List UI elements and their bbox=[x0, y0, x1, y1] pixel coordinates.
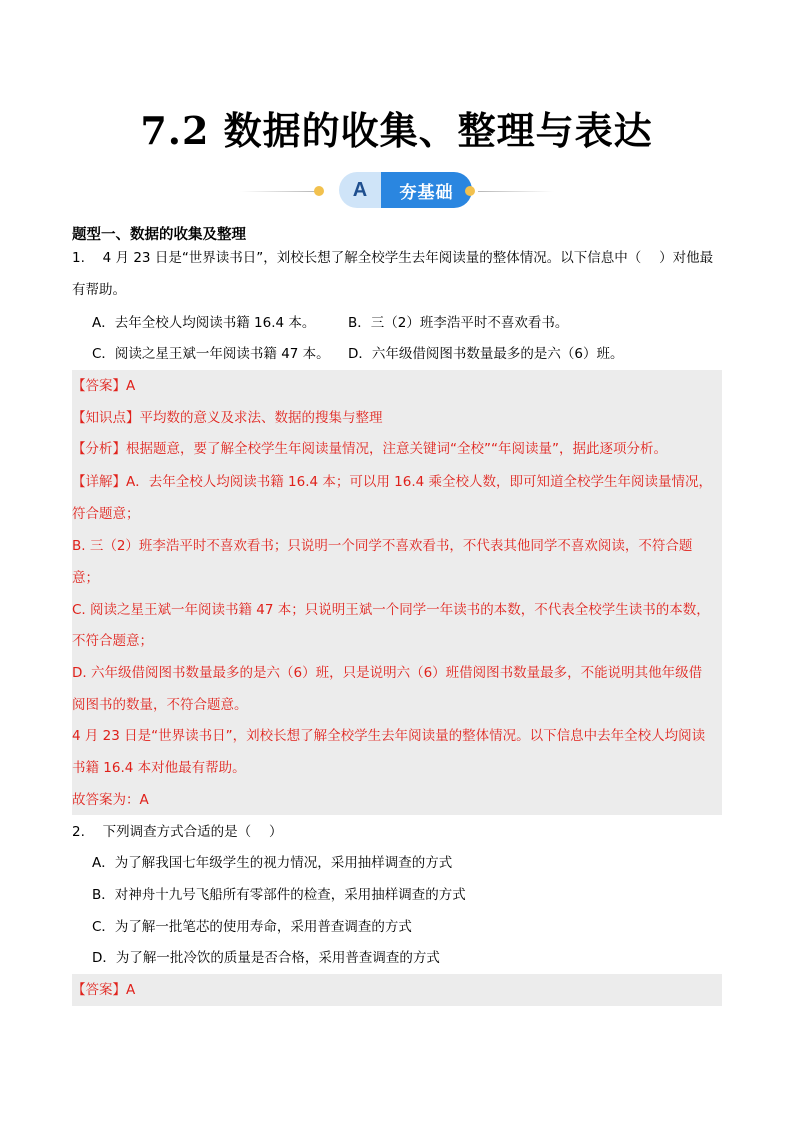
page-title: 7.2 数据的收集、整理与表达 bbox=[140, 108, 653, 153]
detail-tag: 【详解】 bbox=[72, 474, 126, 490]
question-2-option-d: D．为了解一批冷饮的质量是否合格，采用普查调查的方式 bbox=[92, 950, 440, 966]
summary-cont: 书籍 16.4 本对他最有帮助。 bbox=[72, 760, 246, 776]
detail-b-cont: 意； bbox=[72, 570, 99, 586]
question-1-stem: 1. 4 月 23 日是“世界读书日”，刘校长想了解全校学生去年阅读量的整体情况。以下信息中（ ）对他最 bbox=[72, 250, 714, 266]
question-2-stem: 2. 下列调查方式合适的是（ ） bbox=[72, 824, 283, 840]
answer-tag: 【答案】 bbox=[72, 378, 126, 394]
answer-1 bbox=[72, 376, 135, 396]
dot-icon bbox=[465, 186, 475, 196]
analysis-text: 根据题意，要了解全校学生年阅读量情况，注意关键词“全校”“年阅读量”，据此逐项分析。 bbox=[126, 441, 667, 457]
divider-left bbox=[240, 191, 316, 192]
answer-value: A bbox=[126, 378, 136, 394]
answer-tag: 【答案】 bbox=[72, 982, 126, 998]
answer-value: A bbox=[126, 982, 136, 998]
analysis-tag: 【分析】 bbox=[72, 441, 126, 457]
detail-c-cont: 不符合题意； bbox=[72, 633, 153, 649]
question-1-option-d: D．六年级借阅图书数量最多的是六（6）班。 bbox=[348, 346, 624, 362]
knowledge-point bbox=[72, 408, 383, 428]
question-1-option-a: A．去年全校人均阅读书籍 16.4 本。 bbox=[92, 315, 316, 331]
analysis bbox=[72, 439, 667, 459]
detail-c: C. 阅读之星王斌一年阅读书籍 47 本；只说明王斌一个同学一年读书的本数，不代表全校学生读书的本数， bbox=[72, 602, 710, 618]
section-heading: 题型一、数据的收集及整理 bbox=[72, 227, 246, 243]
detail-cont: 符合题意； bbox=[72, 506, 140, 522]
answer-1-block bbox=[72, 370, 722, 815]
detail bbox=[72, 472, 712, 492]
answer-2-block bbox=[72, 974, 722, 1006]
question-2-option-a: A．为了解我国七年级学生的视力情况，采用抽样调查的方式 bbox=[92, 855, 453, 871]
question-1-stem-cont: 有帮助。 bbox=[72, 282, 126, 298]
kp-text: 平均数的意义及求法、数据的搜集与整理 bbox=[139, 410, 383, 426]
kp-tag: 【知识点】 bbox=[72, 410, 140, 426]
level-badge bbox=[339, 172, 472, 208]
summary: 4 月 23 日是“世界读书日”，刘校长想了解全校学生去年阅读量的整体情况。以下信息中去年全校人均阅读 bbox=[72, 728, 706, 744]
badge-label: 夯基础 bbox=[381, 172, 472, 208]
final-answer: 故答案为：A bbox=[72, 792, 149, 808]
question-1-option-c: C．阅读之星王斌一年阅读书籍 47 本。 bbox=[92, 346, 330, 362]
question-1-option-b: B．三（2）班李浩平时不喜欢看书。 bbox=[348, 315, 569, 331]
question-2-option-c: C．为了解一批笔芯的使用寿命，采用普查调查的方式 bbox=[92, 919, 412, 935]
answer-2 bbox=[72, 980, 135, 1000]
detail-b: B. 三（2）班李浩平时不喜欢看书；只说明一个同学不喜欢看书，不代表其他同学不喜欢阅读，不符合题 bbox=[72, 538, 693, 554]
detail-d: D. 六年级借阅图书数量最多的是六（6）班，只是说明六（6）班借阅图书数量最多，不能说明其他年级借 bbox=[72, 665, 703, 681]
detail-text: A．去年全校人均阅读书籍 16.4 本；可以用 16.4 乘全校人数，即可知道全校学生年阅读量情况， bbox=[126, 474, 713, 490]
dot-icon bbox=[314, 186, 324, 196]
question-2-option-b: B．对神舟十九号飞船所有零部件的检查，采用抽样调查的方式 bbox=[92, 887, 466, 903]
badge-letter: A bbox=[339, 172, 381, 208]
detail-d-cont: 阅图书的数量，不符合题意。 bbox=[72, 697, 248, 713]
divider-right bbox=[478, 191, 554, 192]
section-badge bbox=[0, 170, 793, 210]
